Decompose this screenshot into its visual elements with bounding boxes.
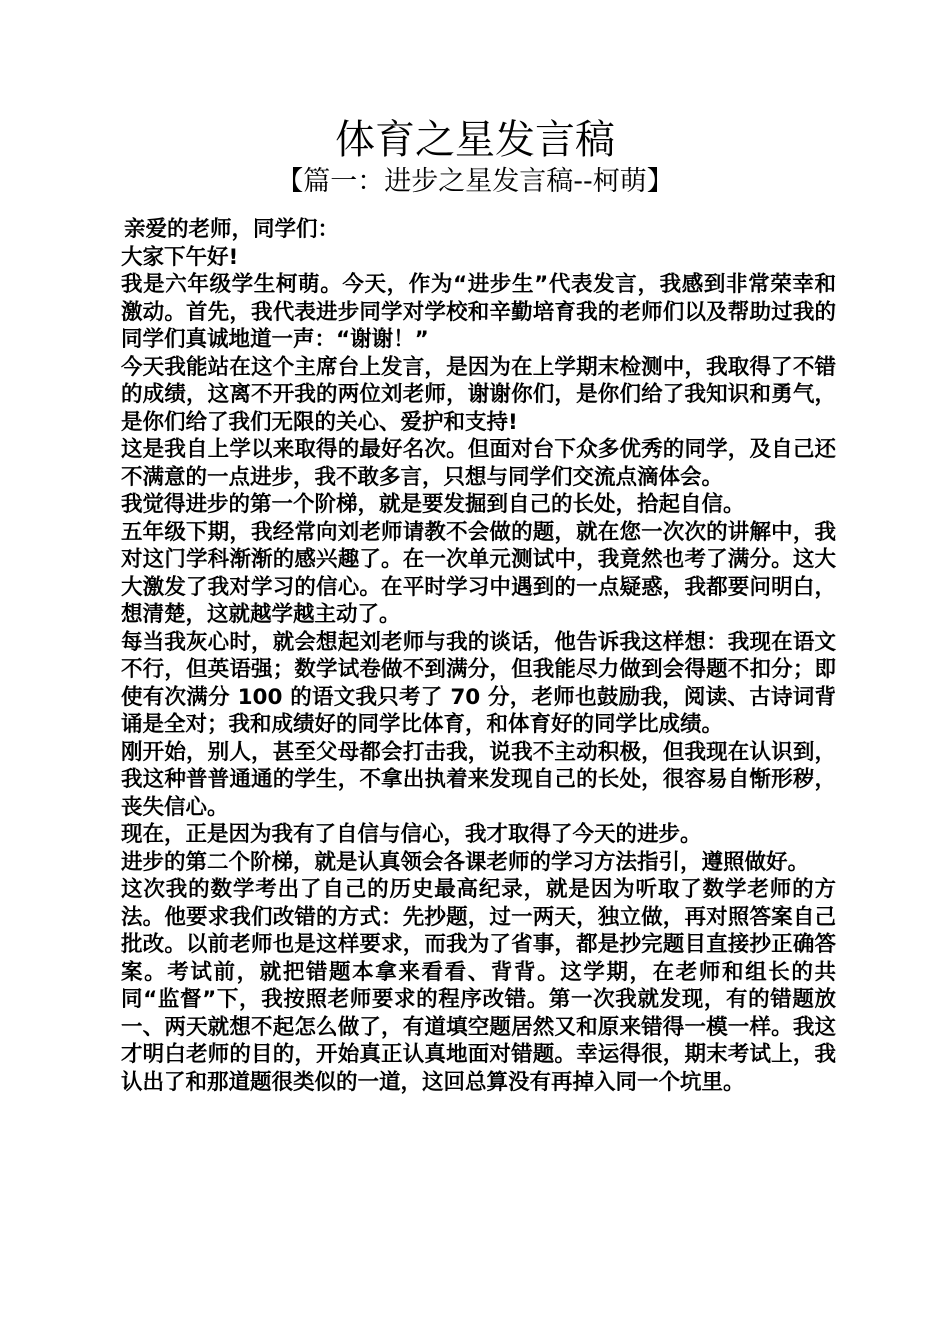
paragraph: 我是六年级学生柯萌。今天，作为“进步生”代表发言，我感到非常荣幸和激动。首先，我代表进步同学对学校和辛勤培育我的老师们以及帮助过我的同学们真诚地道一声：“谢谢！” — [121, 272, 836, 352]
paragraph: 今天我能站在这个主席台上发言，是因为在上学期末检测中，我取得了不错的成绩，这离不开我的两位刘老师，谢谢你们，是你们给了我知识和勇气，是你们给了我们无限的关心、爱护和支持! — [121, 354, 836, 435]
paragraph: 大家下午好! — [121, 244, 239, 270]
paragraph: 五年级下期，我经常向刘老师请教不会做的题，就在您一次次的讲解中，我对这门学科渐渐的感兴趣了。在一次单元测试中，我竟然也考了满分。这大大激发了我对学习的信心。在平时学习中遇到的一点疑惑，我都要问明白，想清楚，这就越学越主动了。 — [121, 519, 836, 627]
paragraph: 进步的第二个阶梯，就是认真领会各课老师的学习方法指引，遵照做好。 — [121, 849, 810, 875]
paragraph-greeting: 亲爱的老师，同学们： — [124, 217, 340, 242]
document-body — [116, 216, 836, 1096]
paragraph: 现在，正是因为我有了自信与信心，我才取得了今天的进步。 — [121, 822, 702, 847]
document-subtitle: 【篇一：进步之星发言稿--柯萌】 — [276, 166, 674, 197]
paragraph: 我觉得进步的第一个阶梯，就是要发掘到自己的长处，拾起自信。 — [121, 492, 745, 517]
paragraph: 这是我自上学以来取得的最好名次。但面对台下众多优秀的同学，及自己还不满意的一点进步，我不敢多言，只想与同学们交流点滴体会。 — [121, 437, 836, 490]
paragraph: 刚开始，别人，甚至父母都会打击我，说我不主动积极，但我现在认识到，我这种普普通通的学生，不拿出执着来发现自己的长处，很容易自惭形秽，丧失信心。 — [121, 739, 836, 820]
paragraph: 这次我的数学考出了自己的历史最高纪录，就是因为听取了数学老师的方法。他要求我们改错的方式：先抄题，过一两天，独立做，再对照答案自己批改。以前老师也是这样要求，而我为了省事，都是抄完题目直接抄正确答案。考试前，就把错题本拿来看看、背背。这学期，在老师和组长的共同“监督”下，我按照老师要求的程序改错。第一次我就发现，有的错题放一、两天就想不起怎么做了，有道填空题居然又和原来错得一模一样。我这才明白老师的目的，开始真正认真地面对错题。幸运得很，期末考试上，我认出了和那道题很类似的一道，这回总算没有再掉入同一个坑里。 — [121, 877, 836, 1095]
paragraph: 每当我灰心时，就会想起刘老师与我的谈话，他告诉我这样想：我现在语文不行，但英语强；数学试卷做不到满分，但我能尽力做到会得题不扣分；即使有次满分 100 的语文我只考了 70 分，老师也鼓励我，阅读、古诗词背诵是全对；我和成绩好的同学比体育，和体育好的同学比成绩。 — [121, 629, 836, 737]
document-title: 体育之星发言稿 — [335, 117, 615, 163]
